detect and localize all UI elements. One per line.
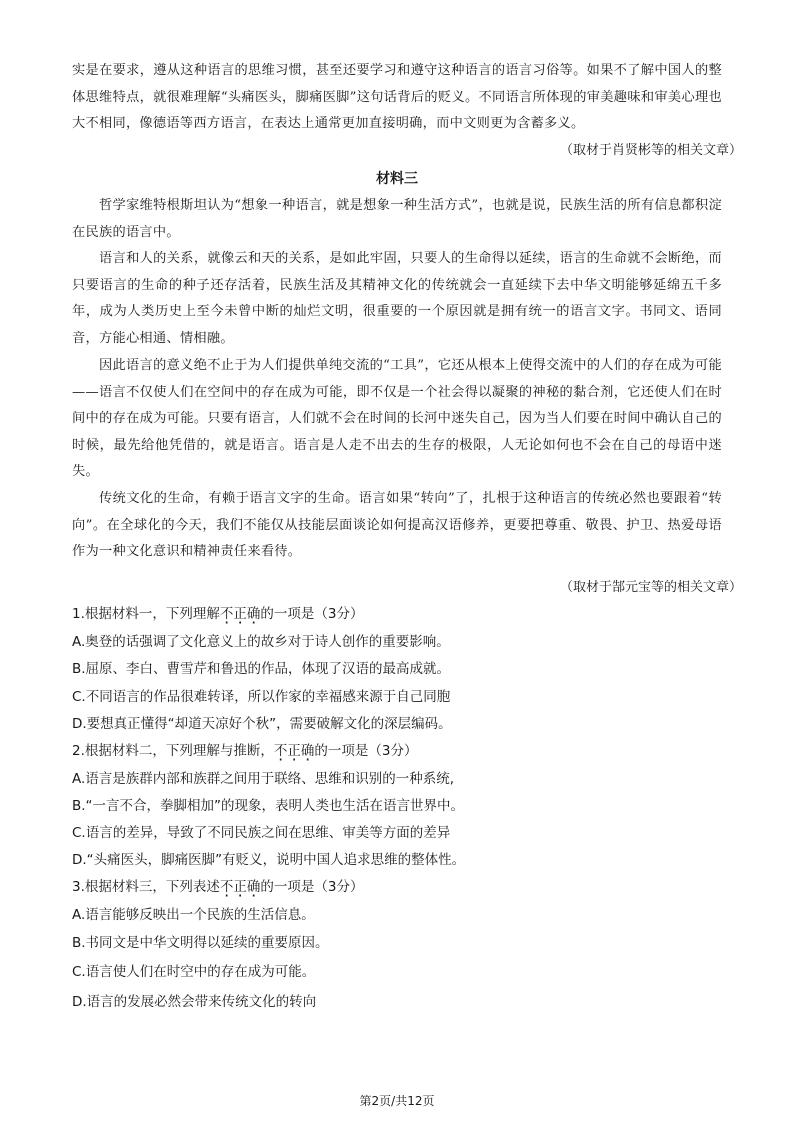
question-3-option-d: D.语言的发展必然会带来传统文化的转向 (72, 994, 317, 1010)
page-number-footer: 第2页/共12页 (359, 1094, 435, 1108)
emphasis-text: 不正确 (219, 606, 261, 622)
question-1-option-d: D.要想真正懂得“却道天凉好个秋”，需要破解文化的深层编码。 (72, 716, 452, 732)
material3-paragraph-1: 哲学家维特根斯坦认为“想象一种语言，就是想象一种生活方式”，也就是说，民族生活的所有信息都积淀在民族的语言中。 (72, 198, 722, 240)
emphasis-text: 不正确 (273, 743, 315, 759)
question-2-option-c: C.语言的差异，导致了不同民族之间在思维、审美等方面的差异 (72, 825, 451, 841)
material3-heading: 材料三 (376, 171, 418, 187)
question-3-option-c: C.语言使人们在时空中的存在成为可能。 (72, 964, 316, 980)
material2-source: （取材于肖贤彬等的相关文章） (559, 143, 742, 158)
question-2-option-d: D.“头痛医头，脚痛医脚”有贬义，说明中国人追求思维的整体性。 (72, 852, 466, 868)
question-1-option-a: A.奥登的话强调了文化意义上的故乡对于诗人创作的重要影响。 (72, 634, 450, 650)
material3-source: （取材于郜元宝等的相关文章） (559, 580, 742, 595)
question-1-stem: 1.根据材料一，下列理解不正确的一项是（3分） (72, 606, 364, 622)
material3-paragraph-3: 因此语言的意义绝不止于为人们提供单纯交流的“工具”，它还从根本上使得交流中的人们的存在成为可能——语言不仅使人们在空间中的存在成为可能，即不仅是一个社会得以凝聚的神秘的黏合剂，它还使人们在时间中的存在成为可能。只要有语言，人们就不会在时间的长河中迷失自己，因为当人们要在时间中确认自己的时候，最先给他凭借的，就是语言。语言是人走不出去的生存的极限，人无论如何也不会在自己的母语中迷失。 (72, 358, 722, 479)
question-3-option-b: B.书同文是中华文明得以延续的重要原因。 (72, 935, 329, 951)
question-2-stem: 2.根据材料二，下列理解与推断，不正确的一项是（3分） (72, 743, 418, 759)
emphasis-text: 不正确 (219, 879, 261, 895)
question-1-option-c: C.不同语言的作品很难转译，所以作家的幸福感来源于自己同胞 (72, 689, 451, 705)
question-2-option-b: B.“一言不合，拳脚相加”的现象，表明人类也生活在语言世界中。 (72, 798, 465, 814)
question-3-stem: 3.根据材料三，下列表述不正确的一项是（3分） (72, 879, 364, 895)
material2-tail-paragraph: 实是在要求，遵从这种语言的思维习惯，甚至还要学习和遵守这种语言的语言习俗等。如果不了解中国人的整体思维特点，就很难理解“头痛医头，脚痛医脚”这句话背后的贬义。不同语言所体现的审美趣味和审美心理也大不相同，像德语等西方语言，在表达上通常更加直接明确，而中文则更为含蓄多义。 (72, 63, 722, 131)
material3-paragraph-2: 语言和人的关系，就像云和天的关系，是如此牢固，只要人的生命得以延续，语言的生命就不会断绝，而只要语言的生命的种子还存活着，民族生活及其精神文化的传统就会一直延续下去中华文明能够延绵五千多年，成为人类历史上至今未曾中断的灿烂文明，很重要的一个原因就是拥有统一的语言文字。书同文、语同音，方能心相通、情相融。 (72, 251, 722, 346)
question-1-option-b: B.屈原、李白、曹雪芹和鲁迅的作品，体现了汉语的最高成就。 (72, 661, 451, 677)
question-2-option-a: A.语言是族群内部和族群之间用于联络、思维和识别的一种系统, (72, 771, 455, 787)
material3-paragraph-4: 传统文化的生命，有赖于语言文字的生命。语言如果“转向”了，扎根于这种语言的传统必然也要跟着“转向”。在全球化的今天，我们不能仅从技能层面谈论如何提高汉语修养，更要把尊重、敬畏、护卫、热爱母语作为一种文化意识和精神责任来看待。 (72, 491, 722, 559)
question-3-option-a: A.语言能够反映出一个民族的生活信息。 (72, 907, 315, 923)
